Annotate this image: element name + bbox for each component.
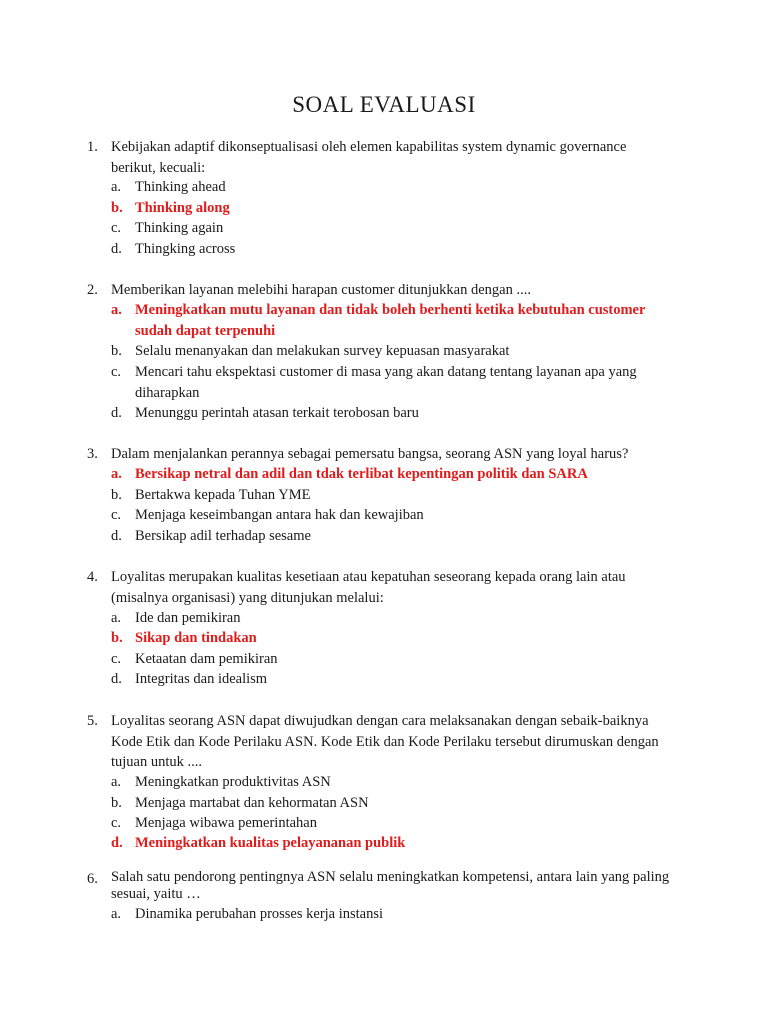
question-text: Kebijakan adaptif dikonseptualisasi oleh elemen kapabilitas system dynamic governance berikut, kecuali: (111, 139, 627, 176)
question-number: 2. (87, 282, 98, 298)
question-number: 4. (87, 569, 98, 585)
question-text: Dalam menjalankan perannya sebagai pemersatu bangsa, seorang ASN yang loyal harus? (111, 446, 629, 462)
page-title: SOAL EVALUASI (292, 92, 476, 117)
option-text: Dinamika perubahan prosses kerja instansi (135, 906, 384, 922)
option-text: Meningkatkan produktivitas ASN (135, 774, 331, 790)
option-text: Menunggu perintah atasan terkait terobosan baru (135, 405, 419, 421)
question-text: Memberikan layanan melebihi harapan customer ditunjukkan dengan .... (111, 282, 531, 298)
question-text: Loyalitas merupakan kualitas kesetiaan atau kepatuhan seseorang kepada orang lain atau (misalnya organisasi) yang ditunjukan melalui: (111, 569, 626, 606)
option-letter: c. (111, 507, 122, 523)
option-letter: b. (111, 630, 123, 646)
option-text: Menjaga keseimbangan antara hak dan kewajiban (135, 507, 424, 523)
option-text: Thinking along (135, 200, 230, 216)
option-letter: c. (111, 651, 122, 667)
question-number: 6. (87, 871, 98, 887)
question-number: 3. (87, 446, 98, 462)
option-letter: b. (111, 487, 122, 503)
option-letter: c. (111, 364, 122, 380)
option-text: Sikap dan tindakan (135, 630, 257, 646)
option-text: Bersikap netral dan adil dan tdak terlibat kepentingan politik dan SARA (135, 466, 588, 482)
option-letter: a. (111, 906, 122, 922)
option-letter: a. (111, 466, 122, 482)
option-text: Meningkatkan mutu layanan dan tidak boleh berhenti ketika kebutuhan customer sudah dapat terpenuhi (135, 302, 646, 339)
option-letter: d. (111, 671, 122, 687)
option-letter: b. (111, 343, 122, 359)
option-letter: a. (111, 610, 122, 626)
option-text: Menjaga martabat dan kehormatan ASN (135, 795, 369, 811)
option-text: Thinking again (135, 220, 224, 236)
option-letter: a. (111, 302, 122, 318)
option-letter: a. (111, 774, 122, 790)
option-letter: d. (111, 241, 122, 257)
option-text: Menjaga wibawa pemerintahan (135, 815, 317, 831)
option-text: Selalu menanyakan dan melakukan survey kepuasan masyarakat (135, 343, 510, 359)
option-text: Thinking ahead (135, 179, 226, 195)
option-text: Bertakwa kepada Tuhan YME (135, 487, 311, 503)
option-text: Mencari tahu ekspektasi customer di masa yang akan datang tentang layanan apa yang diharapkan (135, 364, 637, 401)
question-number: 5. (87, 713, 98, 729)
option-letter: d. (111, 835, 123, 851)
option-text: Meningkatkan kualitas pelayananan publik (135, 835, 406, 851)
question-text: Loyalitas seorang ASN dapat diwujudkan dengan cara melaksanakan dengan sebaik-baiknya Kode Etik dan Kode Perilaku ASN. Kode Etik dan Kode Perilaku tersebut dirumuskan dengan tujuan untuk .... (111, 713, 659, 770)
option-letter: c. (111, 220, 122, 236)
option-letter: d. (111, 405, 122, 421)
option-letter: b. (111, 795, 122, 811)
option-text: Integritas dan idealism (135, 671, 268, 687)
option-text: Ketaatan dam pemikiran (135, 651, 278, 667)
option-text: Bersikap adil terhadap sesame (135, 528, 311, 544)
option-letter: d. (111, 528, 122, 544)
option-text: Thingking across (135, 241, 236, 257)
option-letter: c. (111, 815, 122, 831)
question-number: 1. (87, 139, 98, 155)
question-text: Salah satu pendorong pentingnya ASN selalu meningkatkan kompetensi, antara lain yang paling sesuai, yaitu … (111, 869, 670, 902)
option-text: Ide dan pemikiran (135, 610, 241, 626)
option-letter: a. (111, 179, 122, 195)
option-letter: b. (111, 200, 123, 216)
